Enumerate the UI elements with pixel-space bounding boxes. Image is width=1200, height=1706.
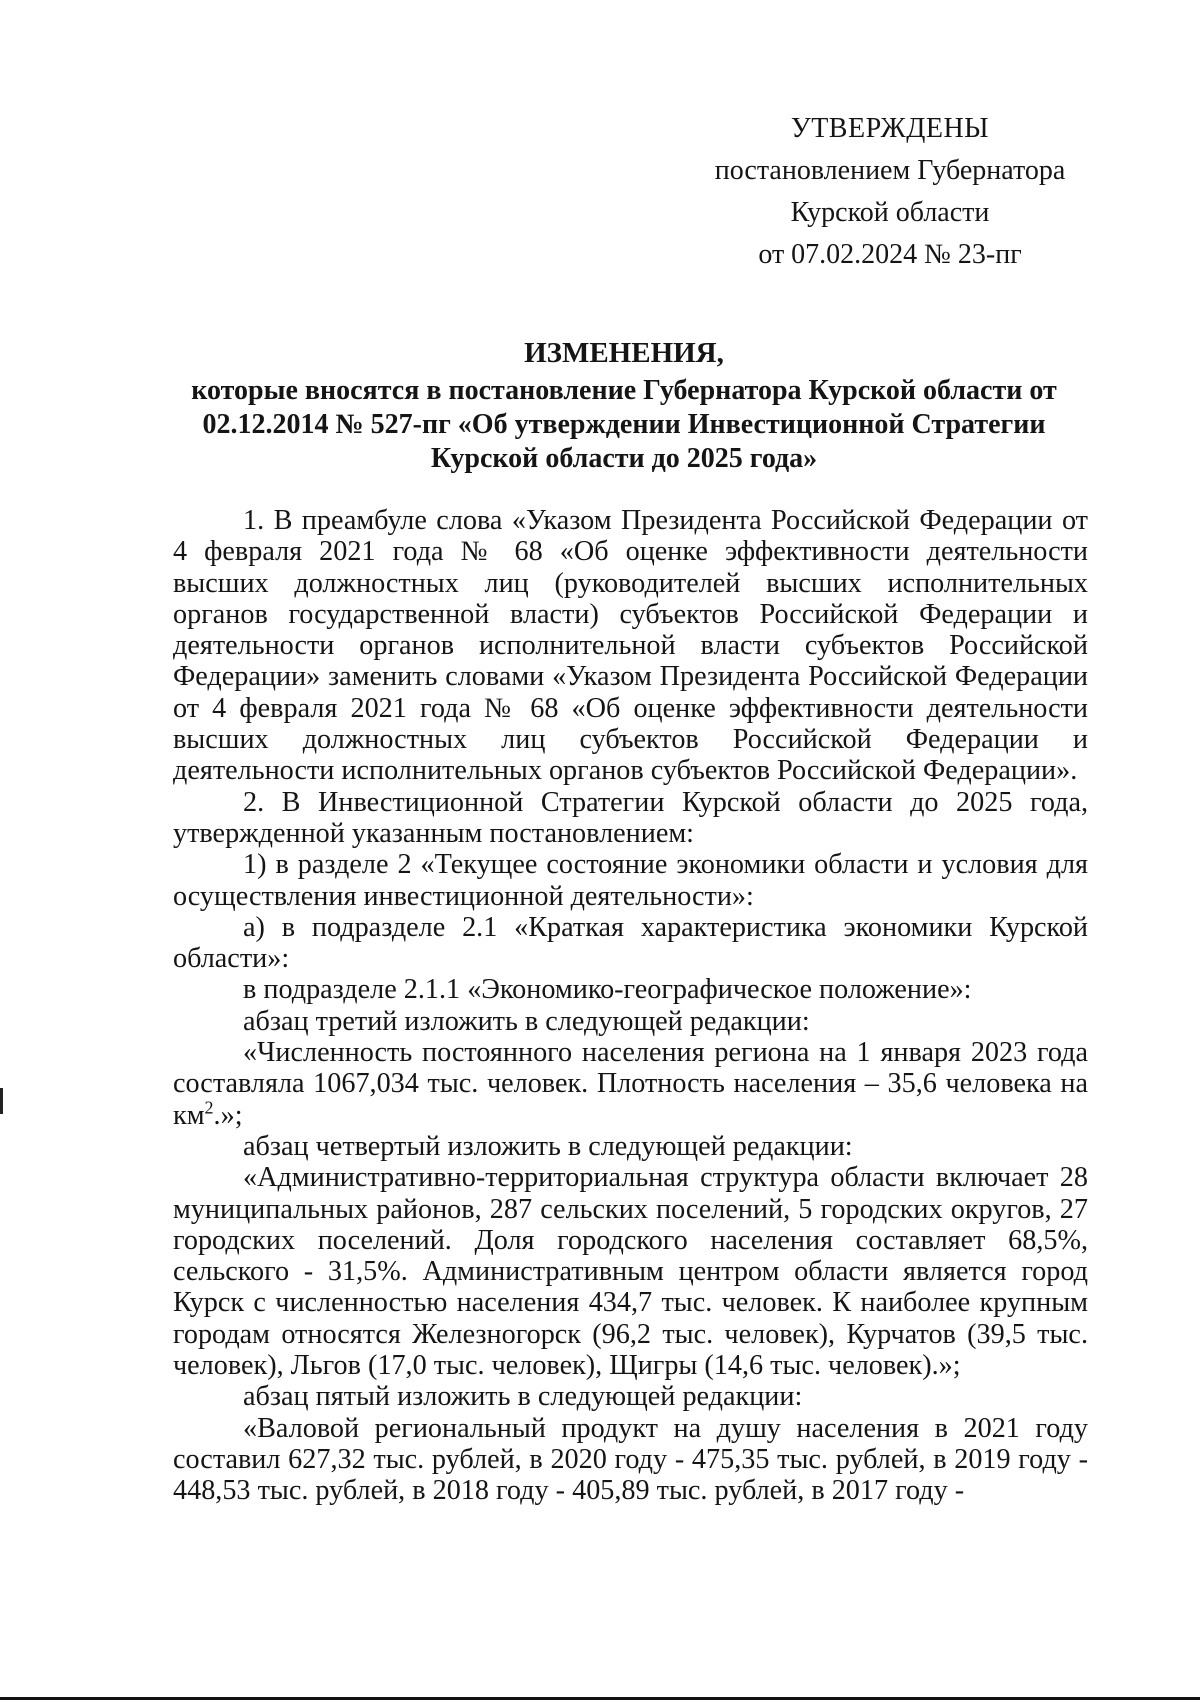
- document-subtitle-line-2: 02.12.2014 № 527-пг «Об утверждении Инвестиционной Стратегии: [202, 409, 1046, 440]
- paragraph-7-text: «Численность постоянного населения региона на 1 января 2023 года составляла 1067,034 тыс. человек. Плотность населения – 35,6 человека на км: [173, 1037, 1088, 1131]
- paragraph-8: абзац четвертый изложить в следующей редакции:: [243, 1130, 853, 1162]
- document-subtitle-line-3: Курской области до 2025 года»: [430, 443, 818, 474]
- document-body: [173, 505, 1088, 1507]
- paragraph-5: в подразделе 2.1.1 «Экономико-географическое положение»:: [243, 974, 972, 1006]
- document-heading: [160, 336, 1088, 476]
- paragraph-11: «Валовой региональный продукт на душу населения в 2021 году составил 627,32 тыс. рублей, в 2020 году - 475,35 тыс. рублей, в 2019 году - 448,53 тыс. рублей, в 2018 году - 405,89 тыс. рублей, в 2017 году -: [173, 1412, 1088, 1507]
- document-subtitle-line-1: которые вносятся в постановление Губернатора Курской области от: [191, 375, 1057, 406]
- paragraph-10: абзац пятый изложить в следующей редакции:: [243, 1381, 803, 1413]
- paragraph-7: [173, 1037, 1088, 1131]
- paragraph-4: а) в подразделе 2.1 «Краткая характеристика экономики Курской области»:: [173, 911, 1088, 975]
- paragraph-6: абзац третий изложить в следующей редакции:: [243, 1005, 810, 1037]
- scan-bottom-edge: [0, 1697, 1200, 1700]
- paragraph-7-end: .»;: [213, 1099, 243, 1131]
- paragraph-1: 1. В преамбуле слова «Указом Президента Российской Федерации от 4 февраля 2021 года № 68 «Об оценке эффективности деятельности высших должностных лиц (руководителей высших исполнительных органов государственной власти) субъектов Российской Федерации и деятельности органов исполнительной власти субъектов Российской Федерации» заменить словами «Указом Президента Российской Федерации от 4 февраля 2021 года № 68 «Об оценке эффективности деятельности высших должностных лиц субъектов Российской Федерации и деятельности исполнительных органов субъектов Российской Федерации».: [173, 505, 1088, 787]
- approval-title: УТВЕРЖДЕНЫ: [790, 113, 990, 144]
- approval-line-2: Курской области: [790, 197, 990, 228]
- paragraph-2: 2. В Инвестиционной Стратегии Курской области до 2025 года, утвержденной указанным постановлением:: [173, 786, 1088, 849]
- document-title: ИЗМЕНЕНИЯ,: [524, 337, 724, 369]
- approval-stamp: [690, 108, 1090, 276]
- scan-edge-mark: [0, 1088, 3, 1114]
- paragraph-9: «Административно-территориальная структура области включает 28 муниципальных районов, 287 сельских поселений, 5 городских округов, 27 городских поселений. Доля городского населения составляет 68,5%, сельского - 31,5%. Административным центром области является город Курск с численностью населения 434,7 тыс. человек. К наиболее крупным городам относятся Железногорск (96,2 тыс. человек), Курчатов (39,5 тыс. человек), Льгов (17,0 тыс. человек), Щигры (14,6 тыс. человек).»;: [173, 1162, 1088, 1382]
- superscript-2: 2: [204, 1097, 214, 1118]
- approval-line-1: постановлением Губернатора: [714, 155, 1066, 186]
- approval-line-3: от 07.02.2024 № 23-пг: [758, 239, 1022, 270]
- paragraph-3: 1) в разделе 2 «Текущее состояние экономики области и условия для осуществления инвестиционной деятельности»:: [173, 849, 1088, 912]
